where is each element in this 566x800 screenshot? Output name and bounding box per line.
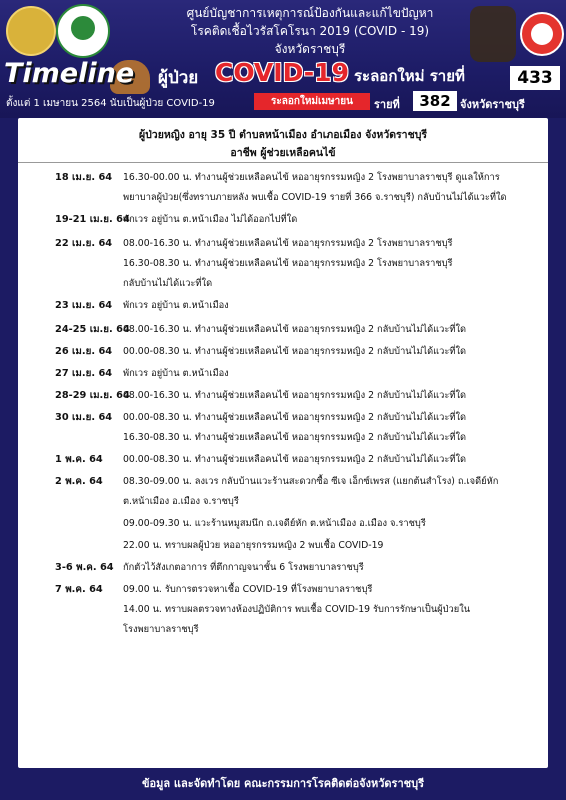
divider bbox=[18, 162, 548, 163]
entry-date: 30 เม.ย. 64 bbox=[55, 412, 113, 423]
entry-line: 08.00-16.30 น. ทำงานผู้ช่วยเหลือคนไข้ หออายุรกรรมหญิง 2 กลับบ้านไม่ได้แวะที่ใด bbox=[123, 390, 467, 401]
province-label: จังหวัดราชบุรี bbox=[460, 98, 525, 111]
timeline-card bbox=[18, 118, 548, 768]
entry-line: 00.00-08.30 น. ทำงานผู้ช่วยเหลือคนไข้ หออายุรกรรมหญิง 2 กลับบ้านไม่ได้แวะที่ใด bbox=[123, 346, 467, 357]
timeline-title: Timeline bbox=[4, 58, 135, 89]
entry-date: 23 เม.ย. 64 bbox=[55, 300, 113, 311]
shadow-puppet-icon bbox=[470, 6, 516, 62]
entry-date: 3-6 พ.ค. 64 bbox=[55, 562, 114, 573]
ministry-of-public-health-logo-icon bbox=[56, 4, 110, 58]
entry-date: 19-21 เม.ย. 64 bbox=[55, 214, 130, 225]
april-wave-tag: ระลอกใหม่เมษายน bbox=[254, 93, 370, 110]
entry-line: พยาบาลผู้ป่วย(ซึ่งทราบภายหลัง พบเชื้อ COVID-19 รายที่ 366 จ.ราชบุรี) กลับบ้านไม่ได้แวะที่ใด bbox=[123, 192, 507, 203]
header-line2: โรคติดเชื้อไวรัสโคโรนา 2019 (COVID - 19) bbox=[190, 24, 430, 38]
entry-line: 08.30-09.00 น. ลงเวร กลับบ้านแวะร้านสะดวกซื้อ ซีเจ เอ็กซ์เพรส (แยกต้นสำโรง) ถ.เจดีย์หัก bbox=[123, 476, 499, 487]
entry-line: 16.30-00.00 น. ทำงานผู้ช่วยเหลือคนไข้ หออายุรกรรมหญิง 2 โรงพยาบาลราชบุรี ดูแลให้การ bbox=[123, 172, 500, 183]
entry-date: 2 พ.ค. 64 bbox=[55, 476, 103, 487]
entry-line: 08.00-16.30 น. ทำงานผู้ช่วยเหลือคนไข้ หออายุรกรรมหญิง 2 โรงพยาบาลราชบุรี bbox=[123, 238, 453, 249]
case-number-box: 433 bbox=[510, 66, 560, 90]
entry-line: กลับบ้านไม่ได้แวะที่ใด bbox=[123, 278, 213, 289]
entry-line: 16.30-08.30 น. ทำงานผู้ช่วยเหลือคนไข้ หออายุรกรรมหญิง 2 โรงพยาบาลราชบุรี bbox=[123, 258, 453, 269]
entry-line: 00.00-08.30 น. ทำงานผู้ช่วยเหลือคนไข้ หออายุรกรรมหญิง 2 กลับบ้านไม่ได้แวะที่ใด bbox=[123, 412, 467, 423]
header-line3: จังหวัดราชบุรี bbox=[274, 42, 346, 56]
entry-line: 09.00-09.30 น. แวะร้านหมูสมนึก ถ.เจดีย์หัก ต.หน้าเมือง อ.เมือง จ.ราชบุรี bbox=[123, 518, 426, 529]
covid-title: COVID-19 bbox=[215, 58, 349, 87]
patient-word: ผู้ป่วย bbox=[158, 68, 199, 88]
footer-credit: ข้อมูล และจัดทำโดย คณะกรรมการโรคติดต่อจังหวัดราชบุรี bbox=[0, 768, 566, 800]
province-seal-icon bbox=[6, 6, 56, 56]
entry-date: 18 เม.ย. 64 bbox=[55, 172, 113, 183]
entry-line: โรงพยาบาลราชบุรี bbox=[123, 624, 199, 635]
entry-date: 22 เม.ย. 64 bbox=[55, 238, 113, 249]
entry-line: พักเวร อยู่บ้าน ต.หน้าเมือง bbox=[123, 368, 229, 379]
since-text: ตั้งแต่ 1 เมษายน 2564 นับเป็นผู้ป่วย COVID-19 bbox=[6, 98, 215, 109]
patient-title: ผู้ป่วยหญิง อายุ 35 ปี ตำบลหน้าเมือง อำเภอเมือง จังหวัดราชบุรี bbox=[138, 129, 428, 141]
entry-line: 14.00 น. ทราบผลตรวจทางห้องปฏิบัติการ พบเชื้อ COVID-19 รับการรักษาเป็นผู้ป่วยใน bbox=[123, 604, 471, 615]
case-word: รายที่ bbox=[374, 98, 400, 111]
entry-line: 08.00-16.30 น. ทำงานผู้ช่วยเหลือคนไข้ หออายุรกรรมหญิง 2 กลับบ้านไม่ได้แวะที่ใด bbox=[123, 324, 467, 335]
header-banner bbox=[0, 0, 566, 118]
entry-line: กักตัวไว้สังเกตอาการ ที่ตึกกาญจนาชั้น 6 โรงพยาบาลราชบุรี bbox=[123, 562, 364, 573]
entry-date: 28-29 เม.ย. 64 bbox=[55, 390, 130, 401]
entry-line: ต.หน้าเมือง อ.เมือง จ.ราชบุรี bbox=[123, 496, 239, 507]
entry-date: 26 เม.ย. 64 bbox=[55, 346, 113, 357]
entry-date: 7 พ.ค. 64 bbox=[55, 584, 103, 595]
entry-date: 27 เม.ย. 64 bbox=[55, 368, 113, 379]
entry-line: 22.00 น. ทราบผลผู้ป่วย หออายุรกรรมหญิง 2 พบเชื้อ COVID-19 bbox=[123, 540, 384, 551]
entry-line: 16.30-08.30 น. ทำงานผู้ช่วยเหลือคนไข้ หออายุรกรรมหญิง 2 กลับบ้านไม่ได้แวะที่ใด bbox=[123, 432, 467, 443]
wave-case-label: ระลอกใหม่ รายที่ bbox=[354, 67, 465, 85]
entry-date: 1 พ.ค. 64 bbox=[55, 454, 103, 465]
entry-line: 00.00-08.30 น. ทำงานผู้ช่วยเหลือคนไข้ หออายุรกรรมหญิง 2 กลับบ้านไม่ได้แวะที่ใด bbox=[123, 454, 467, 465]
patient-occupation: อาชีพ ผู้ช่วยเหลือคนไข้ bbox=[230, 147, 336, 159]
april-case-number-box: 382 bbox=[413, 91, 457, 111]
entry-line: พักเวร อยู่บ้าน ต.หน้าเมือง ไม่ได้ออกไปที่ใด bbox=[123, 214, 298, 225]
entry-line: 09.00 น. รับการตรวจหาเชื้อ COVID-19 ที่โรงพยาบาลราชบุรี bbox=[123, 584, 373, 595]
entry-date: 24-25 เม.ย. 64 bbox=[55, 324, 130, 335]
header-line1: ศูนย์บัญชาการเหตุการณ์ป้องกันและแก้ไขปัญหา bbox=[186, 6, 434, 20]
clock-logo-icon bbox=[520, 12, 564, 56]
entry-line: พักเวร อยู่บ้าน ต.หน้าเมือง bbox=[123, 300, 229, 311]
